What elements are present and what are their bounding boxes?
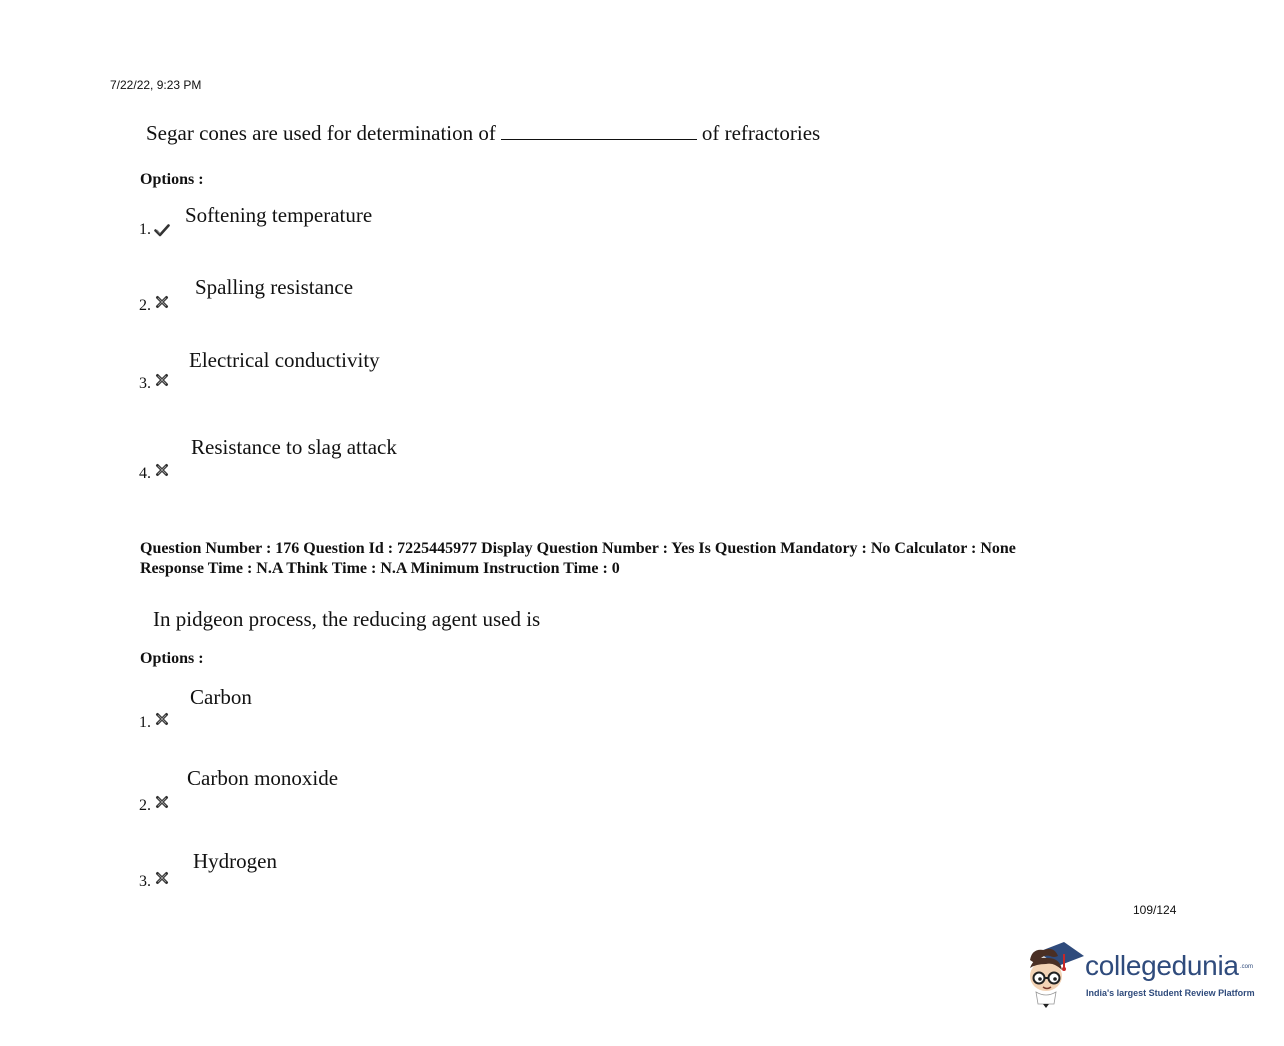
page-number: 109/124	[1133, 903, 1177, 917]
cross-icon	[154, 373, 170, 387]
question-1-option-3-number: 3.	[139, 375, 170, 393]
check-icon	[154, 223, 170, 237]
cross-icon	[154, 871, 170, 885]
question-1-option-2-text: Spalling resistance	[195, 275, 354, 299]
cross-icon	[154, 295, 170, 309]
question-meta-line-1: Question Number : 176 Question Id : 7225445977 Display Question Number : Yes Is Question Mandatory : No Calculator : None	[140, 540, 1016, 557]
question-1-text-before: Segar cones are used for determination of	[146, 121, 496, 145]
question-1-option-1-text: Softening temperature	[185, 203, 373, 227]
print-timestamp: 7/22/22, 9:23 PM	[110, 78, 202, 92]
question-2-options-label: Options :	[140, 650, 204, 667]
question-2-option-3-number: 3.	[139, 873, 170, 891]
question-1-option-4-text: Resistance to slag attack	[191, 435, 397, 459]
question-2-option-1-text: Carbon	[190, 685, 252, 709]
question-1-option-1-number: 1.	[139, 221, 170, 239]
logo-domain-suffix: .com	[1240, 964, 1254, 970]
cross-icon	[154, 712, 170, 726]
fill-in-blank	[501, 138, 697, 140]
logo-tagline: India's largest Student Review Platform	[1086, 988, 1255, 998]
question-2-option-1-number: 1.	[139, 714, 170, 732]
question-1-option-2-number: 2.	[139, 297, 170, 315]
question-1-text-after: of refractories	[701, 121, 821, 145]
question-1-option-4-number: 4.	[139, 465, 170, 483]
question-2-option-3-text: Hydrogen	[193, 849, 277, 873]
cross-icon	[154, 795, 170, 809]
question-2-option-2-text: Carbon monoxide	[187, 766, 339, 790]
question-meta-line-2: Response Time : N.A Think Time : N.A Minimum Instruction Time : 0	[140, 560, 620, 577]
cross-icon	[154, 463, 170, 477]
question-1-options-label: Options :	[140, 171, 204, 188]
question-meta	[140, 539, 1016, 579]
logo-wordmark: collegedunia	[1085, 950, 1239, 981]
question-2-option-2-number: 2.	[139, 797, 170, 815]
question-2-text: In pidgeon process, the reducing agent used is	[153, 607, 541, 631]
question-1-text	[146, 121, 820, 146]
mascot-icon	[1024, 938, 1088, 1010]
question-1-option-3-text: Electrical conductivity	[189, 348, 380, 372]
